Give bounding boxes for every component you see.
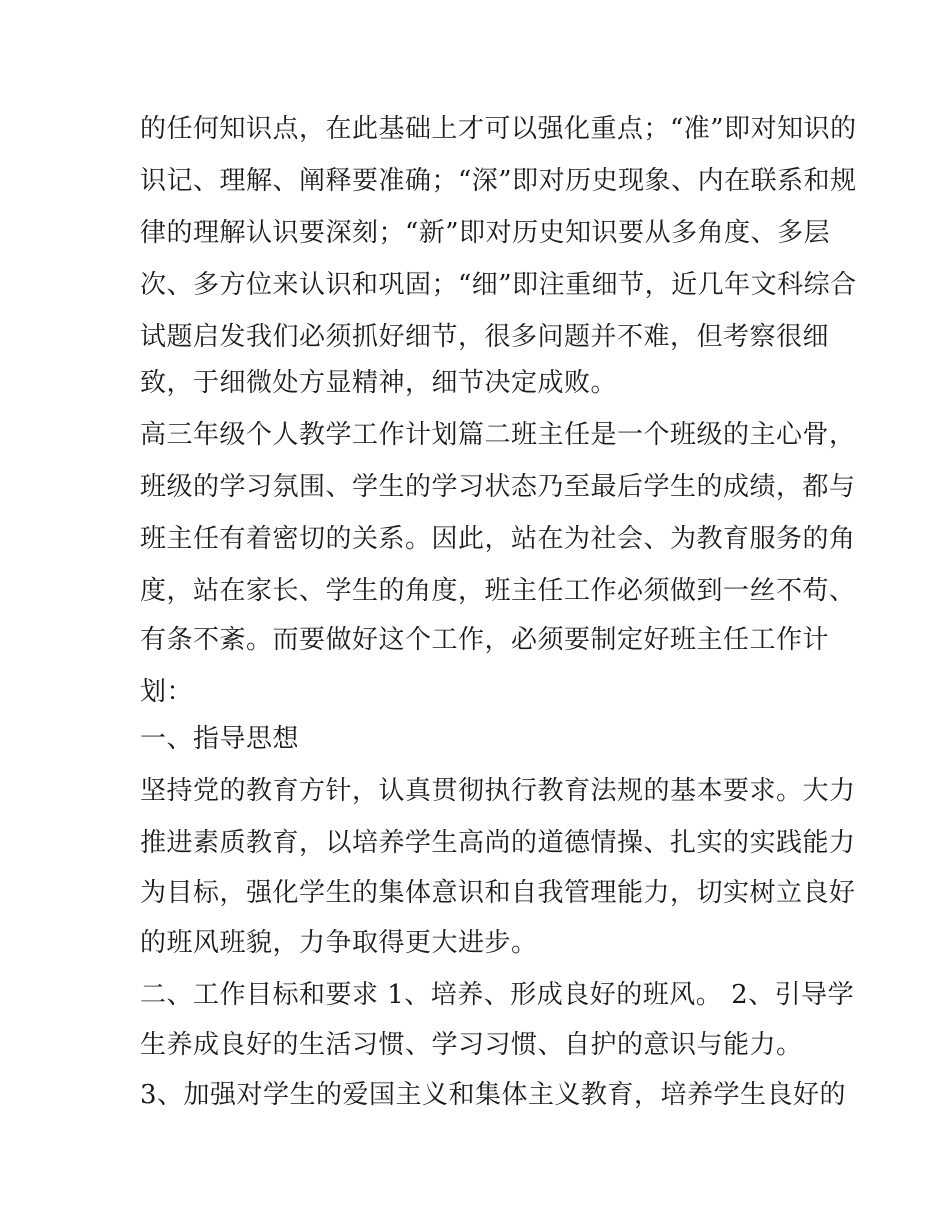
text-line: 高三年级个人教学工作计划篇二班主任是一个班级的主心骨， xyxy=(140,420,856,450)
text-line: 的任何知识点，在此基础上才可以强化重点；“准”即对知识的 xyxy=(140,114,857,144)
text-line: 律的理解认识要深刻；“新”即对历史知识要从多角度、多层 xyxy=(140,218,831,248)
text-line: 坚持党的教育方针，认真贯彻执行教育法规的基本要求。大力 xyxy=(140,776,856,806)
section-heading: 二、工作目标和要求 1、培养、形成良好的班风。 2、引导学 xyxy=(140,980,855,1010)
text-line: 致，于细微处方显精神，细节决定成败。 xyxy=(140,368,618,398)
section-heading: 一、指导思想 xyxy=(140,724,300,754)
text-line: 的班风班貌，力争取得更大进步。 xyxy=(140,928,538,958)
text-line: 试题启发我们必须抓好细节，很多问题并不难，但考察很细 xyxy=(140,322,830,352)
text-line: 有条不紊。而要做好这个工作，必须要制定好班主任工作计 xyxy=(140,625,830,655)
text-line: 划： xyxy=(140,677,194,707)
text-line: 3、加强对学生的爱国主义和集体主义教育，培养学生良好的 xyxy=(140,1080,847,1110)
text-line: 次、多方位来认识和巩固；“细”即注重细节，近几年文科综合 xyxy=(140,270,857,300)
text-line: 推进素质教育，以培养学生高尚的道德情操、扎实的实践能力 xyxy=(140,828,856,858)
text-line: 班主任有着密切的关系。因此，站在为社会、为教育服务的角 xyxy=(140,524,856,554)
text-line: 度，站在家长、学生的角度，班主任工作必须做到一丝不苟、 xyxy=(140,576,856,606)
text-line: 识记、理解、阐释要准确；“深”即对历史现象、内在联系和规 xyxy=(140,166,857,196)
text-line: 班级的学习氛围、学生的学习状态乃至最后学生的成绩，都与 xyxy=(140,472,856,502)
text-line: 为目标，强化学生的集体意识和自我管理能力，切实树立良好 xyxy=(140,878,856,908)
text-line: 生养成良好的生活习惯、学习习惯、自护的意识与能力。 xyxy=(140,1030,803,1060)
